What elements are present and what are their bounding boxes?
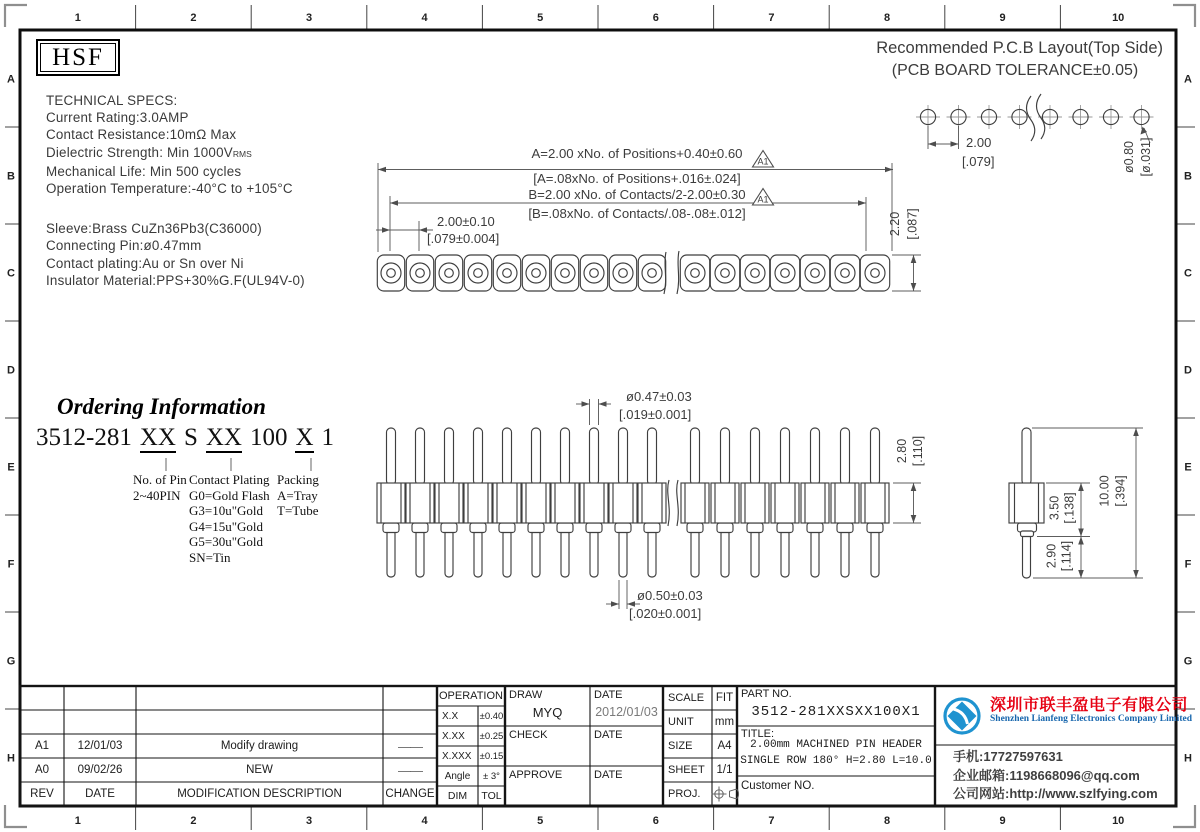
grid-column-label: 8 (883, 12, 891, 24)
hsf-logo-box (36, 39, 120, 76)
arrowhead (1078, 537, 1084, 545)
legend-item: A=Tray (277, 487, 318, 503)
dim-pad-pitch-inch: [.079] (962, 154, 995, 169)
ordering-packing-legend (277, 472, 319, 519)
grid-column-label: 8 (883, 815, 891, 827)
break-line (677, 480, 679, 526)
tol-value: ± 3° (483, 770, 500, 782)
dim-pin-dia-mm: ø0.47±0.03 (626, 389, 692, 404)
dim-pin-dia-inch: [.019±0.001] (619, 407, 692, 422)
corner-mark (1173, 5, 1195, 27)
grid-row-label: B (7, 170, 15, 183)
size-value: A4 (717, 740, 732, 752)
tol-dim: DIM (447, 790, 468, 802)
part-no-label: PART NO. (741, 688, 792, 700)
pcb-layout-title: Recommended P.C.B Layout(Top Side) (876, 39, 1163, 57)
pin-neck (383, 523, 399, 533)
arrowhead (928, 141, 936, 146)
pin-top (871, 428, 880, 485)
pin-top (416, 428, 425, 485)
break-line (668, 480, 670, 526)
break-squiggle (1027, 96, 1035, 141)
rev-id: A0 (34, 764, 50, 776)
pin-tail (416, 530, 424, 577)
pin-top (721, 428, 730, 485)
arrowhead (911, 283, 917, 291)
arrowhead (390, 200, 398, 205)
spec-line: Insulator Material:PPS+30%G.F(UL94V-0) (46, 272, 305, 288)
pin-tail (841, 530, 849, 577)
dim-total-len-mm: 10.00 (1097, 475, 1112, 507)
pin-neck (807, 523, 823, 533)
technical-specs (46, 92, 305, 289)
pin-top (841, 428, 850, 485)
pin-top (781, 428, 790, 485)
legend-title: Contact Plating (189, 472, 270, 487)
tol-dim: Angle (444, 770, 471, 782)
pin-tail (811, 530, 819, 577)
pn-suffix: 100 (249, 424, 288, 451)
legend-item: G3=10u"Gold (189, 503, 264, 518)
dim-hole-dia-mm: ø0.80 (1122, 141, 1136, 173)
company-logo-icon (945, 699, 979, 733)
rev-header: DATE (85, 788, 115, 800)
rev-header: MODIFICATION DESCRIPTION (177, 788, 342, 800)
grid-row-label: D (7, 364, 15, 377)
legend-item: SN=Tin (189, 549, 231, 565)
break-line (677, 251, 679, 294)
rev-change: —— (398, 762, 422, 778)
arrowhead (419, 227, 427, 232)
arrowhead (911, 515, 917, 523)
grid-column-label: 9 (999, 815, 1006, 827)
arrowhead (582, 401, 590, 406)
dim-row-width-inch: [.087] (905, 208, 920, 240)
pn-packing: X (295, 424, 314, 451)
dim-pad-pitch-mm: 2.00 (966, 135, 992, 150)
pin-tail (532, 530, 540, 577)
tol-value: ±0.25 (479, 730, 504, 742)
pin-top (590, 428, 599, 485)
grid-column-label: 10 (1112, 12, 1125, 24)
legend-title: No. of Pin (133, 472, 187, 487)
spec-line: Connecting Pin:ø0.47mm (46, 238, 202, 254)
sheet-value: 1/1 (716, 764, 733, 776)
pin-top (561, 428, 570, 485)
tol-value: ±0.40 (479, 710, 504, 722)
rev-header: CHANGE (385, 788, 435, 800)
arrowhead (911, 483, 917, 491)
side-pin-neck (1021, 531, 1034, 537)
dim-tail-len-inch: [.114] (1059, 540, 1074, 572)
pin-top (387, 428, 396, 485)
pn-pin-count: XX (139, 424, 176, 451)
pin-top (691, 428, 700, 485)
pin-neck (586, 523, 602, 533)
scale-value: FIT (715, 692, 734, 704)
arrowhead (911, 255, 917, 263)
dim-pitch-mm: 2.00±0.10 (437, 214, 495, 229)
dim-tail-dia-inch: [.020±0.001] (629, 606, 702, 621)
title-label: TITLE: (741, 728, 775, 740)
pin-top (648, 428, 657, 485)
rev-date: 09/02/26 (77, 764, 123, 776)
arrowhead (1078, 529, 1084, 537)
company-website: 公司网站:http://www.szlfying.com (953, 786, 1158, 801)
grid-column-label: 2 (190, 12, 197, 24)
pin-tail (619, 530, 627, 577)
pin-top (445, 428, 454, 485)
check-label: CHECK (509, 729, 548, 741)
company-email: 企业邮箱:1198668096@qq.com (953, 767, 1140, 783)
revision-flag-label: A1 (757, 194, 769, 205)
pin-tail (871, 530, 879, 577)
grid-column-label: 6 (652, 12, 659, 24)
pin-neck (777, 523, 793, 533)
hsf-logo-inner-border (40, 43, 116, 72)
proj-label: PROJ. (668, 788, 701, 800)
unit-value: mm (714, 716, 735, 728)
grid-column-label: 1 (74, 815, 81, 827)
pin-top (619, 428, 628, 485)
grid-row-label: A (7, 73, 15, 86)
dim-tail-len-mm: 2.90 (1044, 543, 1059, 569)
pin-tail (721, 530, 729, 577)
arrowhead (1078, 570, 1084, 578)
arrowhead (1078, 483, 1084, 491)
pin-tail (781, 530, 789, 577)
pin-neck (644, 523, 660, 533)
legend-item: T=Tube (277, 503, 319, 518)
arrowhead (382, 227, 390, 232)
legend-item: G4=15u"Gold (189, 518, 264, 534)
arrowhead (378, 167, 386, 172)
part-no-value: 3512-281XXSXX100X1 (751, 704, 921, 720)
grid-column-label: 7 (768, 815, 775, 827)
spec-line (46, 144, 305, 163)
spec-line: Contact plating:Au or Sn over Ni (46, 255, 244, 271)
dim-shoulder-mm: 3.50 (1047, 495, 1062, 521)
rev-change: —— (398, 738, 422, 754)
pin-neck (837, 523, 853, 533)
grid-row-label: F (7, 558, 15, 571)
legend-title: Packing (277, 472, 319, 487)
pin-top (811, 428, 820, 485)
pin-tail (751, 530, 759, 577)
side-pin-top (1022, 428, 1031, 485)
spec-line: Operation Temperature:-40°C to +105°C (46, 181, 293, 197)
pin-tail (561, 530, 569, 577)
pin-tail (445, 530, 453, 577)
pin-neck (528, 523, 544, 533)
pin-tail (648, 530, 656, 577)
grid-row-label: D (1184, 364, 1192, 377)
dim-shoulder-inch: [.138] (1062, 492, 1077, 524)
pin-neck (441, 523, 457, 533)
draw-label: DRAW (509, 689, 543, 701)
dim-tail-dia-mm: ø0.50±0.03 (637, 588, 703, 603)
company-name-en: Shenzhen Lianfeng Electronics Company Limited (990, 714, 1192, 724)
pin-neck (557, 523, 573, 533)
pin-neck (687, 523, 703, 533)
grid-column-label: 5 (537, 12, 544, 24)
grid-row-label: G (6, 655, 16, 668)
company-contact (953, 748, 1158, 804)
grid-row-label: E (1184, 461, 1192, 474)
pin-neck (412, 523, 428, 533)
grid-column-label: 9 (999, 12, 1006, 24)
pin-neck (747, 523, 763, 533)
pin-neck (615, 523, 631, 533)
specs-title: TECHNICAL SPECS: (46, 93, 178, 108)
rev-date: 12/01/03 (77, 740, 123, 752)
rev-description: NEW (246, 764, 273, 776)
arrowhead (951, 141, 959, 146)
pn-prefix: 3512-281 (36, 424, 132, 451)
grid-row-label: C (1184, 267, 1192, 280)
part-title-line2: SINGLE ROW 180° H=2.80 L=10.0 (740, 754, 932, 767)
dim-note-a-mm: A=2.00 xNo. of Positions+0.40±0.60 (531, 146, 743, 161)
pin-tail (691, 530, 699, 577)
approve-label: APPROVE (509, 769, 563, 781)
date-label: DATE (594, 769, 623, 781)
rev-header: REV (30, 788, 54, 800)
ordering-pin-count-legend (133, 472, 187, 503)
spec-line-text: Dielectric Strength: Min 1000V (46, 144, 233, 160)
spec-line: Current Rating:3.0AMP (46, 110, 189, 126)
tol-dim: X.XXX (442, 750, 472, 762)
ordering-plating-legend (189, 472, 270, 565)
pin-tail (590, 530, 598, 577)
arrowhead (611, 601, 619, 606)
tol-value: ±0.15 (479, 750, 504, 762)
grid-column-label: 2 (190, 815, 197, 827)
grid-column-label: 1 (74, 12, 81, 24)
grid-row-label: E (7, 461, 15, 474)
dim-pitch-inch: [.079±0.004] (427, 231, 500, 246)
spec-line: Contact Resistance:10mΩ Max (46, 127, 237, 143)
tol-dim: X.XX (442, 730, 465, 742)
grid-row-label: F (1184, 558, 1192, 571)
draw-date: 2012/01/03 (595, 705, 658, 719)
grid-row-label: A (1184, 73, 1192, 86)
unit-label: UNIT (668, 716, 694, 728)
spec-line: Mechanical Life: Min 500 cycles (46, 163, 242, 179)
rev-id: A1 (34, 740, 50, 752)
corner-mark (5, 5, 27, 27)
projection-symbol (712, 787, 739, 802)
pin-tail (503, 530, 511, 577)
arrowhead (599, 401, 607, 406)
pin-tail (474, 530, 482, 577)
arrowhead (1133, 428, 1139, 436)
grid-column-label: 6 (652, 815, 659, 827)
pn-end: 1 (321, 424, 335, 451)
grid-row-label: G (1183, 655, 1193, 668)
company-phone: 手机:17727597631 (953, 749, 1063, 764)
dim-hole-dia-inch: [ø.031] (1139, 137, 1153, 177)
date-label: DATE (594, 729, 623, 741)
revision-flag-label: A1 (757, 156, 769, 167)
date-label: DATE (594, 689, 623, 701)
pin-neck (717, 523, 733, 533)
dim-body-h-inch: [.110] (911, 435, 925, 467)
part-title-line1: 2.00mm MACHINED PIN HEADER (750, 738, 922, 751)
dim-note-b-mm: B=2.00 xNo. of Contacts/2-2.00±0.30 (528, 187, 746, 202)
break-squiggle (1037, 94, 1045, 139)
pin-top (751, 428, 760, 485)
grid-row-label: B (1184, 170, 1192, 183)
grid-column-label: 5 (537, 815, 544, 827)
draw-value: MYQ (532, 704, 563, 720)
sheet-label: SHEET (668, 764, 705, 776)
pin-neck (470, 523, 486, 533)
company-name-cn: 深圳市联丰盈电子有限公司 (990, 697, 1189, 714)
pin-neck (867, 523, 883, 533)
corner-mark (5, 805, 27, 827)
arrowhead (858, 200, 866, 205)
pn-mid: S (183, 424, 198, 451)
rms-subscript: RMS (232, 148, 252, 159)
scale-label: SCALE (668, 692, 705, 704)
corner-mark (1173, 805, 1195, 827)
pin-top (532, 428, 541, 485)
size-label: SIZE (668, 740, 693, 752)
pcb-layout-subtitle: (PCB BOARD TOLERANCE±0.05) (891, 62, 1139, 79)
pin-top (474, 428, 483, 485)
legend-item: G5=30u"Gold (189, 534, 264, 549)
grid-row-label: C (7, 267, 15, 280)
customer-no-label: Customer NO. (741, 780, 815, 792)
ordering-part-number (36, 424, 334, 452)
grid-row-label: H (1184, 752, 1192, 765)
legend-item: 2~40PIN (133, 487, 181, 503)
grid-row-label: H (7, 752, 15, 765)
side-pin-tail (1023, 534, 1031, 578)
rev-description: Modify drawing (220, 740, 299, 752)
grid-column-label: 4 (421, 12, 428, 24)
grid-column-label: 3 (305, 815, 313, 827)
pn-plating: XX (205, 424, 242, 451)
dim-body-h-mm: 2.80 (895, 438, 909, 464)
legend-item: G0=Gold Flash (189, 487, 270, 503)
dim-note-b-inch: [B=.08xNo. of Contacts/.08-.08±.012] (528, 206, 746, 221)
ordering-title: Ordering Information (57, 394, 266, 419)
pin-top (503, 428, 512, 485)
tol-value: TOL (481, 790, 502, 802)
dim-total-len-inch: [.394] (1113, 475, 1128, 507)
pin-tail (387, 530, 395, 577)
operation-header: OPERATION (439, 690, 503, 702)
dim-row-width-mm: 2.20 (888, 211, 902, 237)
tol-dim: X.X (442, 710, 459, 722)
hsf-logo-text: HSF (52, 43, 104, 71)
grid-column-label: 3 (305, 12, 313, 24)
pin-neck (499, 523, 515, 533)
grid-column-label: 4 (421, 815, 428, 827)
arrowhead (1133, 570, 1139, 578)
grid-column-label: 7 (768, 12, 775, 24)
grid-column-label: 10 (1112, 815, 1125, 827)
dim-note-a-inch: [A=.08xNo. of Positions+.016±.024] (533, 171, 741, 186)
spec-line: Sleeve:Brass CuZn36Pb3(C36000) (46, 221, 262, 237)
